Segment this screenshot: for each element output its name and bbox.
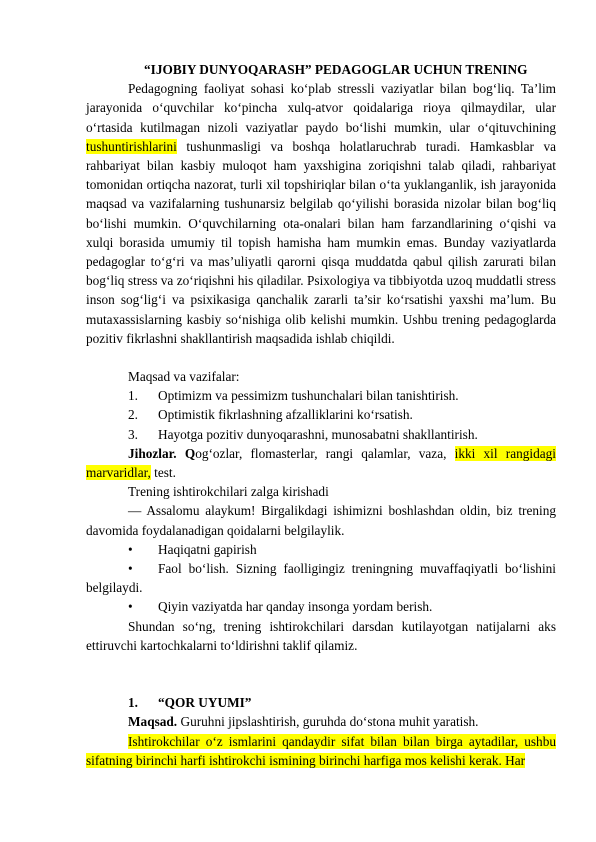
goal-item: 2. Optimistik fikrlashning afzalliklarini koʻrsatish. <box>128 407 413 423</box>
exercise-instructions <box>86 732 556 770</box>
spacer <box>86 348 556 367</box>
bullet-icon: • <box>128 599 133 615</box>
document-page <box>86 60 556 770</box>
equipment-label: Jihozlar. Q <box>128 445 196 461</box>
highlight: Ishtirokchilar oʻz ismlarini qandaydir sifat bilan bilan birga aytadilar, ushbu sifatning birinchi harfi ishtirokchi ismining birinchi harfiga mos kelishi kerak. Har <box>86 733 556 768</box>
spacer <box>86 655 556 693</box>
exercise-title: 1. “QOR UYUMI” <box>128 695 252 711</box>
greeting-paragraph: — Assalomu alaykum! Birgalikdagi ishimizni boshlashdan oldin, biz trening davomida foydalanadigan qoidalarni belgilaylik. <box>86 503 556 538</box>
closing-paragraph: Shundan soʻng, trening ishtirokchilari darsdan kutilayotgan natijalarni aks ettiruvchi kartochkalarni toʻldirishni taklif qilamiz. <box>86 618 556 653</box>
highlight: tushuntirishlarini <box>86 138 177 154</box>
entry-line: Trening ishtirokchilari zalga kirishadi <box>128 484 329 500</box>
exercise-goal: Maqsad. Guruhni jipslashtirish, guruhda doʻstona muhit yaratish. <box>128 714 479 730</box>
intro-paragraph: Pedagogning faoliyat sohasi koʻplab stressli vaziyatlar bilan bogʻliq. Ta’lim jarayonida oʻquvchilar koʻpincha xulq-atvor qoidalariga rioya qilmaydilar, ular oʻrtasida kutilmagan nizoli vaziyatlar paydo boʻlishi mumkin, ular oʻqituvchining tushuntirishlarini tushunmasligi va boshqa holatlaruchrab turadi. Hamkasblar va rahbariyat bilan kasbiy muloqot ham yaxshigina zoriqishni talab qiladi, rahbariyat tomonidan ortiqcha nazorat, turli xil topshiriqlar bilan oʻta yuklanganlik, ish jarayonida maqsad va vazifalarning tushunarsiz belgilab qoʻyilishi borasida nizolar bilan bogʻliq boʻlishi mumkin. Oʻquvchilarning ota-onalari bilan ham farzandlarining oʻqishi va xulqi borasida umumiy til topish hamisha ham mumkin emas. Bunday vaziyatlarda pedagoglar toʻgʻri va mas’uliyatli qarorni qisqa muddatda qabul qilish zarurati bilan bogʻliq stress va zoʻriqishni his qiladilar. Psixologiya va tibbiyotda uzoq muddatli stress inson sogʻligʻi va psixikasiga qanchalik zararli ta’sir koʻrsatishi yaxshi ma’lum. Bu mutaxassislarning kasbiy soʻnishiga olib kelishi mumkin. Ushbu trening pedagoglarda pozitiv fikrlashni shakllantirish maqsadida ishlab chiqildi. <box>86 81 556 346</box>
rule-item: • Haqiqatni gapirish <box>86 540 556 559</box>
document-heading: “IJOBIY DUNYOQARASH” PEDAGOGLAR UCHUN TRENING <box>144 62 528 77</box>
equipment-paragraph: Jihozlar. Qogʻozlar, flomasterlar, rangi qalamlar, vaza, ikki xil rangidagi marvaridlar, test. <box>86 445 556 481</box>
rule-item: • Qiyin vaziyatda har qanday insonga yordam berish. <box>86 597 556 616</box>
goal-item: 1. Optimizm va pessimizm tushunchalari bilan tanishtirish. <box>128 388 459 404</box>
highlight: ikki xil rangidagi marvaridlar, <box>86 445 556 481</box>
bullet-icon: • <box>128 561 133 577</box>
goals-title: Maqsad va vazifalar: <box>128 369 240 385</box>
goal-item: 3. Hayotga pozitiv dunyoqarashni, munosabatni shakllantirish. <box>128 426 478 442</box>
bullet-icon: • <box>128 541 133 557</box>
rule-item: • Faol boʻlish. Sizning faolligingiz treningning muvaffaqiyatli boʻlishini belgilaydi. <box>86 561 556 596</box>
